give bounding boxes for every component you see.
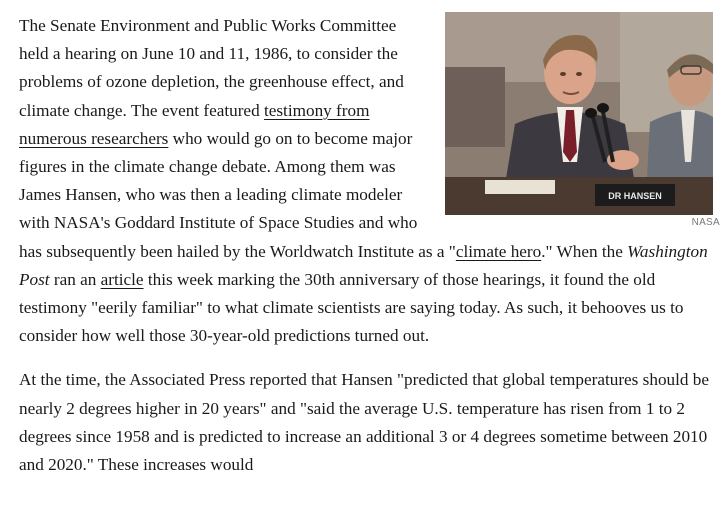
article-link[interactable]: article (100, 269, 144, 289)
testimony-link[interactable]: testimony from numerous researchers (19, 100, 370, 148)
paragraph-1-text-e: this week marking the 30th anniversary of those hearings, it found the old testimony "eerily familiar" to what climate scientists are saying today. As such, it behooves us to consider how well those 30-year-old predictions turned out. (19, 269, 684, 346)
paragraph-1-text-b: who would go on to become major figures in the climate change debate. Among them was James Hansen, who was then a leading climate modeler with NASA's Goddard Institute of Space Studies and who has subsequently been hailed by the Worldwatch Institute as a " (19, 128, 456, 261)
paragraph-1-text-c: ." When the (541, 241, 628, 261)
climate-hero-link[interactable]: climate hero (455, 241, 542, 261)
hearing-figure (445, 12, 720, 230)
paragraph-1-text-a: The Senate Environment and Public Works Committee held a hearing on June 10 and 11, 1986, to consider the problems of ozone depletion, the greenhouse effect, and climate change. The event featured (19, 16, 404, 120)
photo-credit: NASA (691, 217, 720, 228)
hansen-testimony-photo (445, 12, 713, 215)
hearing-photo (445, 12, 713, 215)
washington-post-title: Washington Post (19, 241, 708, 289)
paragraph-2: At the time, the Associated Press reported that Hansen "predicted that global temperatures should be nearly 2 degrees higher in 20 years" and "said the average U.S. temperature has risen from 1 to 2 degrees since 1958 and is predicted to increase an additional 3 or 4 degrees sometime between 2010 and 2020." These increases would (19, 370, 710, 475)
nameplate-text: DR HANSEN (608, 191, 662, 201)
paragraph-1-text-d: ran an (49, 269, 101, 289)
